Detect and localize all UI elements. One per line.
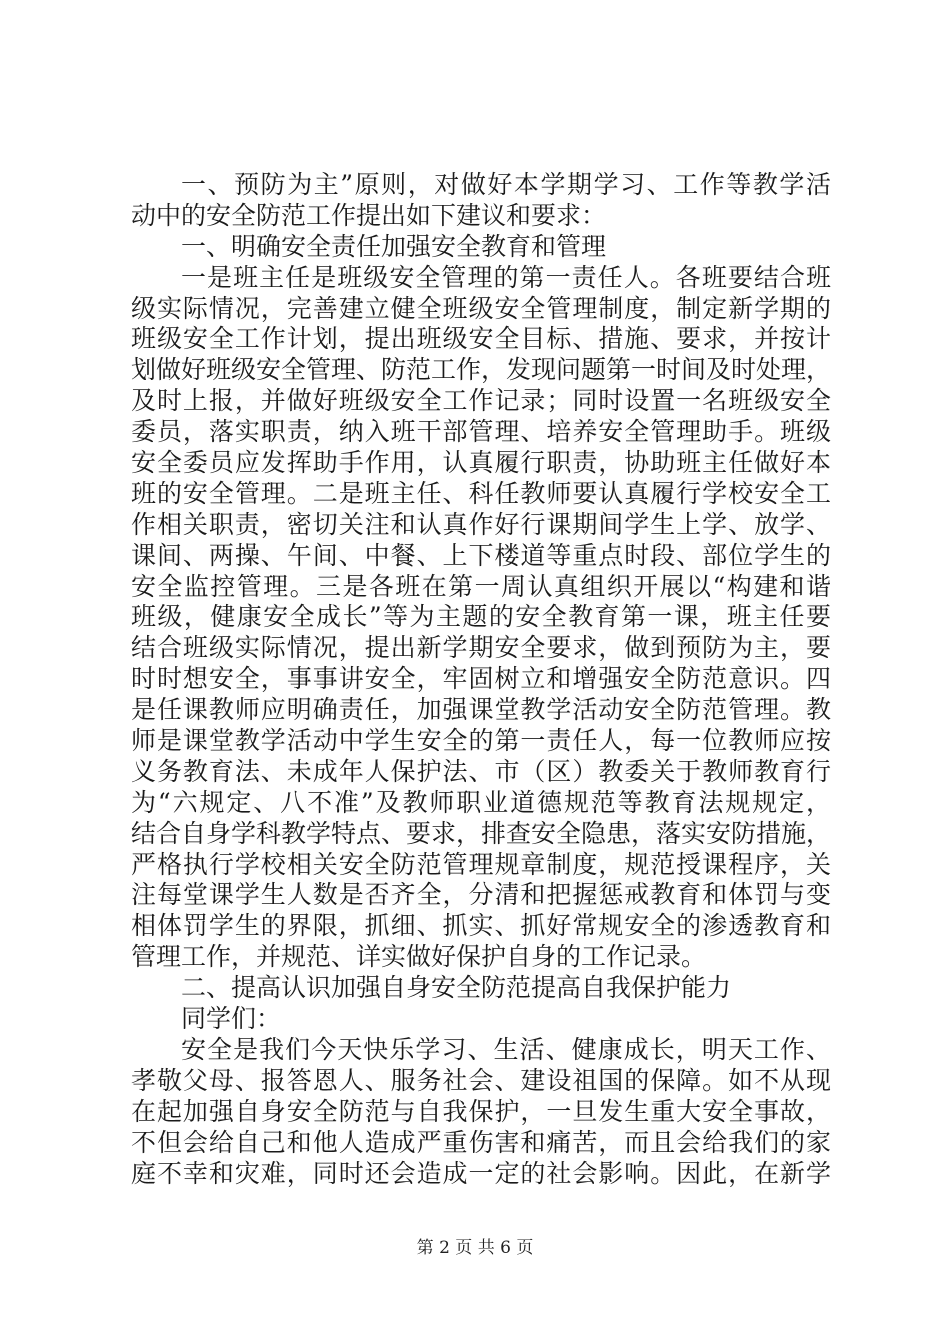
text-line: 义务教育法、未成年人保护法、市（区）教委关于教师教育行	[131, 756, 831, 786]
text-line: 划做好班级安全管理、防范工作，发现问题第一时间及时处理，	[131, 355, 832, 385]
text-line: 孝敬父母、报答恩人、服务社会、建设祖国的保障。如不从现	[131, 1065, 831, 1095]
document-body	[131, 170, 831, 1189]
text-line: 注每堂课学生人数是否齐全，分清和把握惩戒教育和体罚与变	[131, 880, 831, 910]
page-footer: 第 2 页 共 6 页	[416, 1238, 534, 1258]
text-line: 相体罚学生的界限，抓细、抓实、抓好常规安全的渗透教育和	[131, 911, 831, 941]
text-line: 动中的安全防范工作提出如下建议和要求：	[131, 200, 607, 230]
text-line: 为“六规定、八不准”及教师职业道德规范等教育法规规定，	[131, 787, 831, 817]
text-line: 班级，健康安全成长”等为主题的安全教育第一课，班主任要	[131, 602, 831, 632]
text-line: 一是班主任是班级安全管理的第一责任人。各班要结合班	[181, 262, 831, 292]
text-line: 庭不幸和灾难，同时还会造成一定的社会影响。因此，在新学	[131, 1158, 831, 1188]
text-line: 师是课堂教学活动中学生安全的第一责任人，每一位教师应按	[131, 726, 831, 756]
text-line: 及时上报，并做好班级安全工作记录；同时设置一名班级安全	[131, 386, 831, 416]
text-line: 管理工作，并规范、详实做好保护自身的工作记录。	[131, 942, 707, 972]
text-line: 二、提高认识加强自身安全防范提高自我保护能力	[181, 973, 732, 1003]
text-line: 不但会给自己和他人造成严重伤害和痛苦，而且会给我们的家	[131, 1127, 831, 1157]
text-line: 是任课教师应明确责任，加强课堂教学活动安全防范管理。教	[131, 695, 831, 725]
text-line: 安全监控管理。三是各班在第一周认真组织开展以“构建和谐	[131, 571, 831, 601]
text-line: 结合班级实际情况，提出新学期安全要求，做到预防为主，要	[131, 633, 831, 663]
text-line: 时时想安全，事事讲安全，牢固树立和增强安全防范意识。四	[131, 664, 831, 694]
text-line: 级实际情况，完善建立健全班级安全管理制度，制定新学期的	[131, 293, 831, 323]
text-line: 同学们：	[181, 1004, 282, 1034]
text-line: 一、预防为主”原则，对做好本学期学习、工作等教学活	[181, 170, 831, 199]
text-line: 班的安全管理。二是班主任、科任教师要认真履行学校安全工	[131, 478, 831, 508]
text-line: 安全是我们今天快乐学习、生活、健康成长，明天工作、	[181, 1034, 831, 1064]
text-line: 班级安全工作计划，提出班级安全目标、措施、要求，并按计	[131, 324, 831, 354]
text-line: 一、明确安全责任加强安全教育和管理	[181, 231, 607, 261]
text-line: 安全委员应发挥助手作用，认真履行职责，协助班主任做好本	[131, 448, 831, 478]
text-line: 课间、两操、午间、中餐、上下楼道等重点时段、部位学生的	[131, 540, 831, 570]
text-line: 作相关职责，密切关注和认真作好行课期间学生上学、放学、	[131, 509, 831, 539]
text-line: 委员，落实职责，纳入班干部管理、培养安全管理助手。班级	[131, 417, 831, 447]
text-line: 结合自身学科教学特点、要求，排查安全隐患，落实安防措施，	[131, 818, 832, 848]
text-line: 在起加强自身安全防范与自我保护，一旦发生重大安全事故，	[131, 1096, 831, 1126]
text-line: 严格执行学校相关安全防范管理规章制度，规范授课程序，关	[131, 849, 831, 879]
